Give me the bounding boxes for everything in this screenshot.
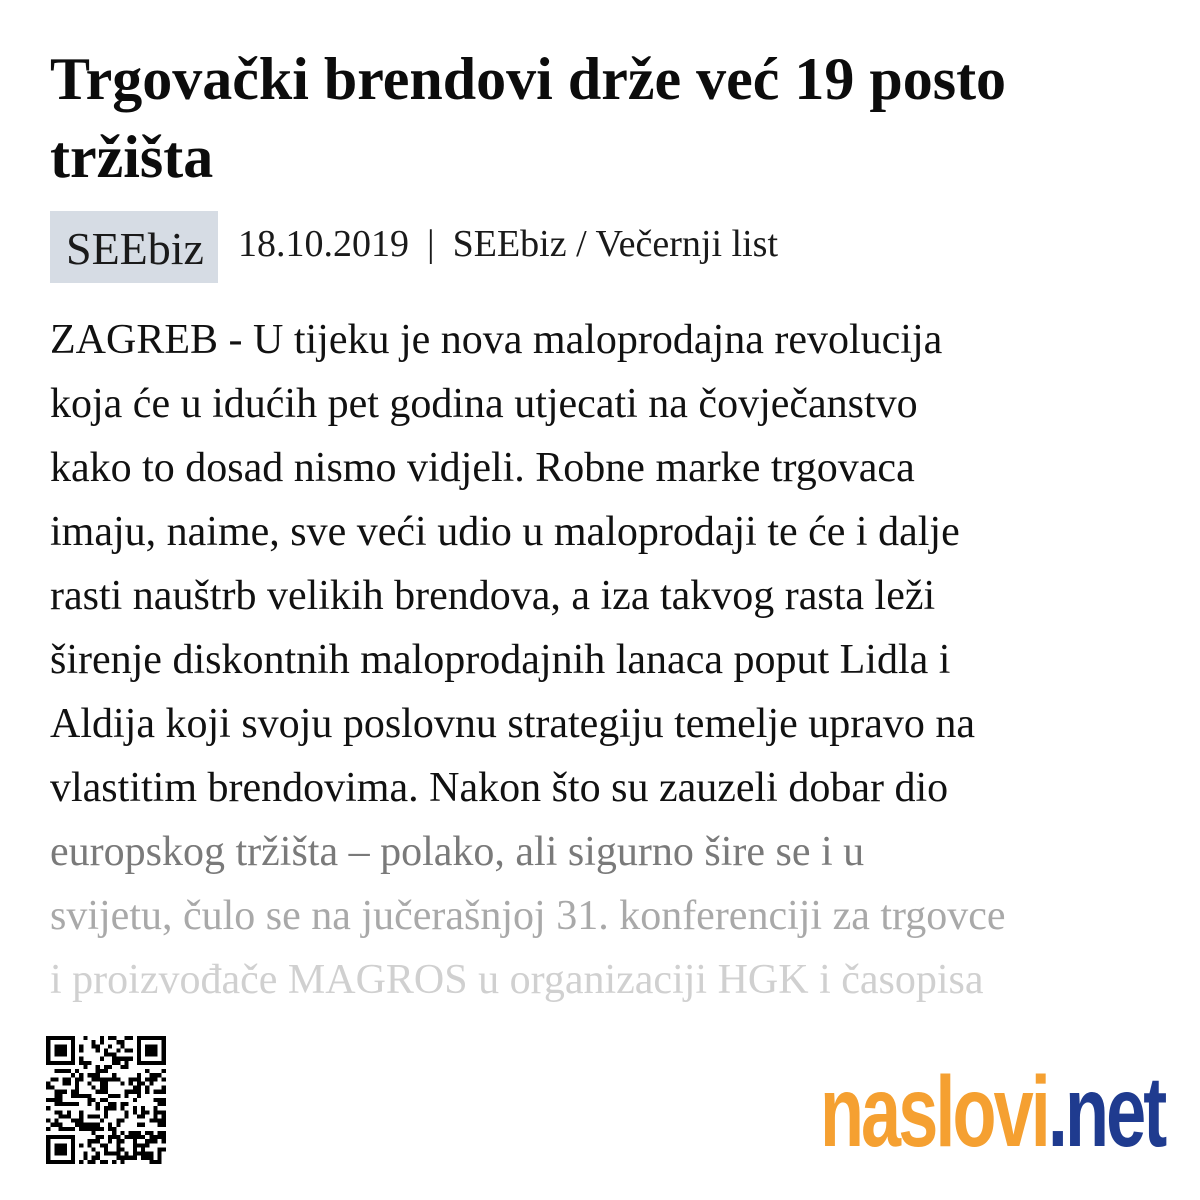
body-line: i proizvođače MAGROS u organizaciji HGK i časopisa [50, 957, 984, 1003]
qr-code-icon[interactable] [46, 1036, 166, 1164]
body-line: europskog tržišta – polako, ali sigurno šire se i u [50, 829, 865, 875]
article-date: 18.10.2019 [237, 223, 409, 265]
article-meta [50, 211, 778, 283]
body-line: ZAGREB - U tijeku je nova maloprodajna revolucija [50, 317, 943, 363]
body-line: rasti nauštrb velikih brendova, a iza takvog rasta leži [50, 573, 936, 619]
meta-info [238, 222, 778, 266]
body-line: vlastitim brendovima. Nakon što su zauzeli dobar dio [50, 765, 949, 811]
article-title: Trgovački brendovi drže već 19 posto tržišta [50, 46, 1007, 190]
article-body [50, 308, 1170, 1012]
body-line: kako to dosad nismo vidjeli. Robne marke trgovaca [50, 445, 915, 491]
body-line: imaju, naime, sve veći udio u maloprodaji te će i dalje [50, 509, 960, 555]
meta-separator: | [426, 223, 435, 265]
body-line: širenje diskontnih maloprodajnih lanaca poput Lidla i [50, 637, 951, 683]
body-line: Aldija koji svoju poslovnu strategiju temelje upravo na [50, 701, 976, 747]
article-source: SEEbiz / Večernji list [452, 223, 779, 265]
source-badge[interactable]: SEEbiz [50, 211, 218, 283]
logo-part-naslovi: naslovi [819, 1056, 1048, 1168]
body-line: svijetu, čulo se na jučerašnjoj 31. konferenciji za trgovce [50, 893, 1006, 939]
logo-part-net: .net [1047, 1056, 1164, 1168]
body-line: koja će u idućih pet godina utjecati na čovječanstvo [50, 381, 918, 427]
naslovi-logo[interactable] [820, 1052, 1164, 1172]
